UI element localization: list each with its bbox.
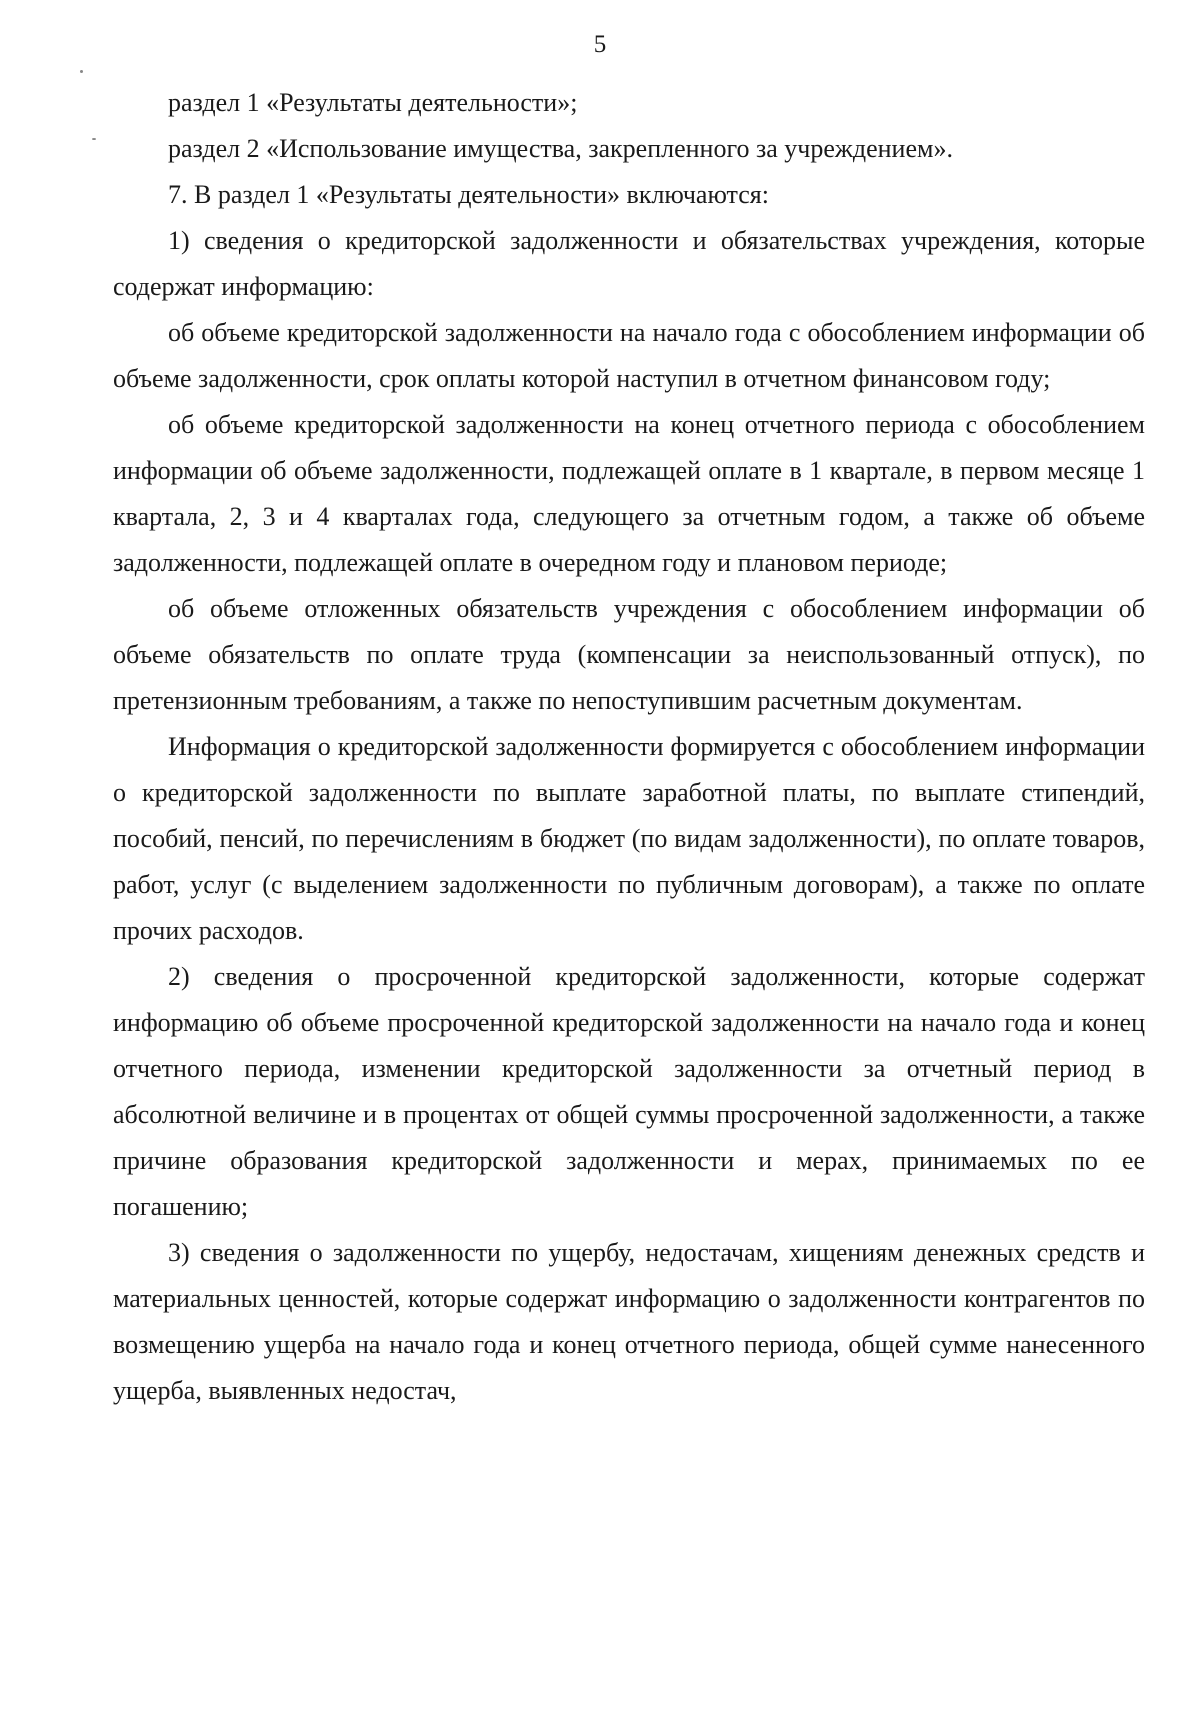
scan-speck bbox=[92, 138, 96, 140]
paragraph-creditor-debt-end: об объеме кредиторской задолженности на конец отчетного периода с обособлением информации об объеме задолженности, подлежащей оплате в 1 квартале, в первом месяце 1 квартала, 2, 3 и 4 кварталах года, следующего за отчетным годом, а также об объеме задолженности, подлежащей оплате в очередном году и плановом периоде; bbox=[113, 410, 1145, 577]
paragraph-section-2: раздел 2 «Использование имущества, закрепленного за учреждением». bbox=[168, 134, 953, 163]
paragraph-deferred-obligations: об объеме отложенных обязательств учреждения с обособлением информации об объеме обязательств по оплате труда (компенсации за неиспользованный отпуск), по претензионным требованиям, а также по непоступившим расчетным документам. bbox=[113, 594, 1145, 715]
document-body bbox=[113, 80, 1145, 1414]
paragraph-subitem-1: 1) сведения о кредиторской задолженности и обязательствах учреждения, которые содержат информацию: bbox=[113, 226, 1145, 301]
paragraph-creditor-debt-start: об объеме кредиторской задолженности на начало года с обособлением информации об объеме задолженности, срок оплаты которой наступил в отчетном финансовом году; bbox=[113, 318, 1145, 393]
paragraph-item-7: 7. В раздел 1 «Результаты деятельности» включаются: bbox=[168, 180, 769, 209]
scan-speck bbox=[80, 70, 83, 73]
paragraph-section-1: раздел 1 «Результаты деятельности»; bbox=[168, 88, 578, 117]
page-number: 5 bbox=[593, 31, 607, 58]
paragraph-subitem-2: 2) сведения о просроченной кредиторской задолженности, которые содержат информацию об объеме просроченной кредиторской задолженности на начало года и конец отчетного периода, изменении кредиторской задолженности за отчетный период в абсолютной величине и в процентах от общей суммы просроченной задолженности, а также причине образования кредиторской задолженности и мерах, принимаемых по ее погашению; bbox=[113, 962, 1145, 1221]
paragraph-creditor-info: Информация о кредиторской задолженности формируется с обособлением информации о кредиторской задолженности по выплате заработной платы, по выплате стипендий, пособий, пенсий, по перечислениям в бюджет (по видам задолженности), по оплате товаров, работ, услуг (с выделением задолженности по публичным договорам), а также по оплате прочих расходов. bbox=[113, 732, 1145, 945]
paragraph-subitem-3: 3) сведения о задолженности по ущербу, недостачам, хищениям денежных средств и материальных ценностей, которые содержат информацию о задолженности контрагентов по возмещению ущерба на начало года и конец отчетного периода, общей сумме нанесенного ущерба, выявленных недостач, bbox=[113, 1238, 1145, 1405]
